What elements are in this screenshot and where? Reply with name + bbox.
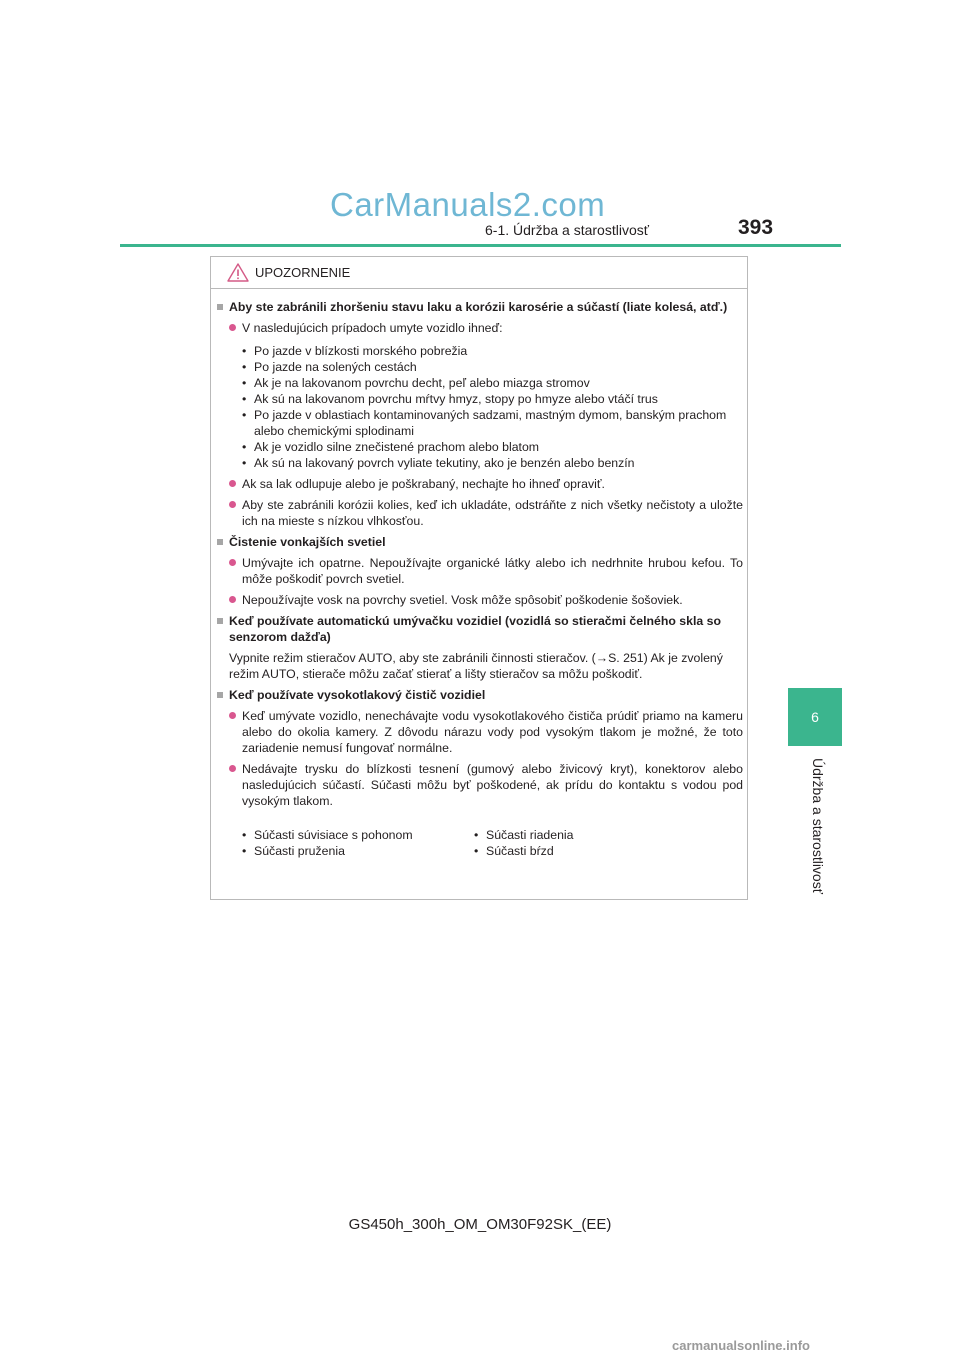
square-bullet-icon: [217, 539, 223, 545]
list-item: [229, 497, 743, 529]
watermark-bottom: carmanualsonline.info: [672, 1338, 810, 1353]
sub-item: • Súčasti pruženia: [242, 844, 345, 858]
sub-list: [242, 343, 743, 471]
parts-column-right: [474, 827, 706, 859]
bullet-text: Keď umývate vozidlo, nenechávajte vodu vysokotlakového čističa prúdiť priamo na kameru alebo do okolia kamery. Z dôvodu nárazu vody pod vysokým tlakom je možné, že toto zariadenie nemusí fungovať normálne.: [242, 709, 743, 755]
header-rule: [120, 244, 841, 247]
dot-bullet-icon: [229, 324, 236, 331]
dot-bullet-icon: [229, 712, 236, 719]
list-item: [229, 476, 743, 492]
list-item: [229, 555, 743, 587]
list-item: [229, 761, 743, 809]
section-title: Čistenie vonkajších svetiel: [229, 535, 386, 549]
warning-triangle-icon: [227, 263, 249, 282]
dot-bullet-icon: [229, 501, 236, 508]
warning-header: [211, 257, 747, 289]
sub-item: • Súčasti riadenia: [474, 828, 574, 842]
section-title: Aby ste zabránili zhoršeniu stavu laku a korózii karosérie a súčastí (liate kolesá, atď.): [229, 300, 728, 314]
parts-list: [242, 827, 743, 859]
section-title: Keď používate vysokotlakový čistič vozidiel: [229, 688, 486, 702]
bullet-text: Umývajte ich opatrne. Nepoužívajte organické látky alebo ich nedrhnite hrubou kefou. To môže poškodiť povrch svetiel.: [242, 556, 743, 586]
sub-item: • Ak sú na lakovanom povrchu mŕtvy hmyz, stopy po hmyze alebo vtáčí trus: [242, 392, 658, 406]
bullet-text: Nedávajte trysku do blízkosti tesnení (gumový alebo živicový kryt), konektorov alebo nasledujúcich súčastí. Súčasti môžu byť poškodené, ak prídu do kontaktu s vodou pod vysokým tlakom.: [242, 762, 743, 808]
bullet-text: Aby ste zabránili korózii kolies, keď ich ukladáte, odstráňte z nich všetky nečistoty a uložte ich na mieste s nízkou vlhkosťou.: [242, 498, 743, 528]
list-item: [229, 592, 743, 608]
bullet-text: Ak sa lak odlupuje alebo je poškrabaný, nechajte ho ihneď opraviť.: [242, 477, 605, 491]
square-bullet-icon: [217, 692, 223, 698]
section-title: Keď používate automatickú umývačku vozidiel (vozidlá so stieračmi čelného skla so senzorom dažďa): [229, 614, 721, 644]
section-text: Vypnite režim stieračov AUTO, aby ste zabránili činnosti stieračov. (→S. 251) Ak je zvolený režim AUTO, stierače môžu začať stierať a lišty stieračov sa môžu poškodiť.: [229, 651, 723, 681]
sub-item: • Súčasti súvisiace s pohonom: [242, 828, 413, 842]
warning-box: [210, 256, 748, 900]
list-item: [229, 708, 743, 756]
section-heading: [217, 299, 743, 315]
sub-item: • Ak je na lakovanom povrchu decht, peľ alebo miazga stromov: [242, 376, 590, 390]
page-number: 393: [738, 216, 774, 239]
warning-title: UPOZORNENIE: [255, 265, 351, 280]
dot-bullet-icon: [229, 480, 236, 487]
chapter-label: Údržba a starostlivosť: [810, 758, 826, 894]
dot-bullet-icon: [229, 596, 236, 603]
dot-bullet-icon: [229, 559, 236, 566]
bullet-text: V nasledujúcich prípadoch umyte vozidlo ihneď:: [242, 321, 503, 335]
square-bullet-icon: [217, 618, 223, 624]
section-heading: [217, 687, 743, 703]
sub-item: • Ak sú na lakovaný povrch vyliate tekutiny, ako je benzén alebo benzín: [242, 456, 635, 470]
chapter-number: 6: [811, 709, 819, 725]
dot-bullet-icon: [229, 765, 236, 772]
list-item: [229, 320, 743, 336]
square-bullet-icon: [217, 304, 223, 310]
watermark-top: CarManuals2.com: [330, 186, 606, 223]
section-heading: [217, 613, 743, 645]
sub-item: • Ak je vozidlo silne znečistené prachom alebo blatom: [242, 440, 540, 454]
sub-item: • Po jazde v oblastiach kontaminovaných sadzami, mastným dymom, banským prachom alebo chemickými splodinami: [242, 408, 727, 438]
sub-item: • Súčasti bŕzd: [474, 844, 554, 858]
parts-column-left: [242, 827, 474, 859]
section-heading: [217, 534, 743, 550]
section-header: 6-1. Údržba a starostlivosť: [485, 222, 649, 238]
sub-item: • Po jazde v blízkosti morského pobrežia: [242, 344, 468, 358]
chapter-tab: [788, 688, 842, 746]
bullet-text: Nepoužívajte vosk na povrchy svetiel. Vosk môže spôsobiť poškodenie šošoviek.: [242, 593, 683, 607]
document-footer: GS450h_300h_OM_OM30F92SK_(EE): [348, 1216, 612, 1233]
warning-content: [217, 299, 743, 859]
sub-item: • Po jazde na solených cestách: [242, 360, 417, 374]
